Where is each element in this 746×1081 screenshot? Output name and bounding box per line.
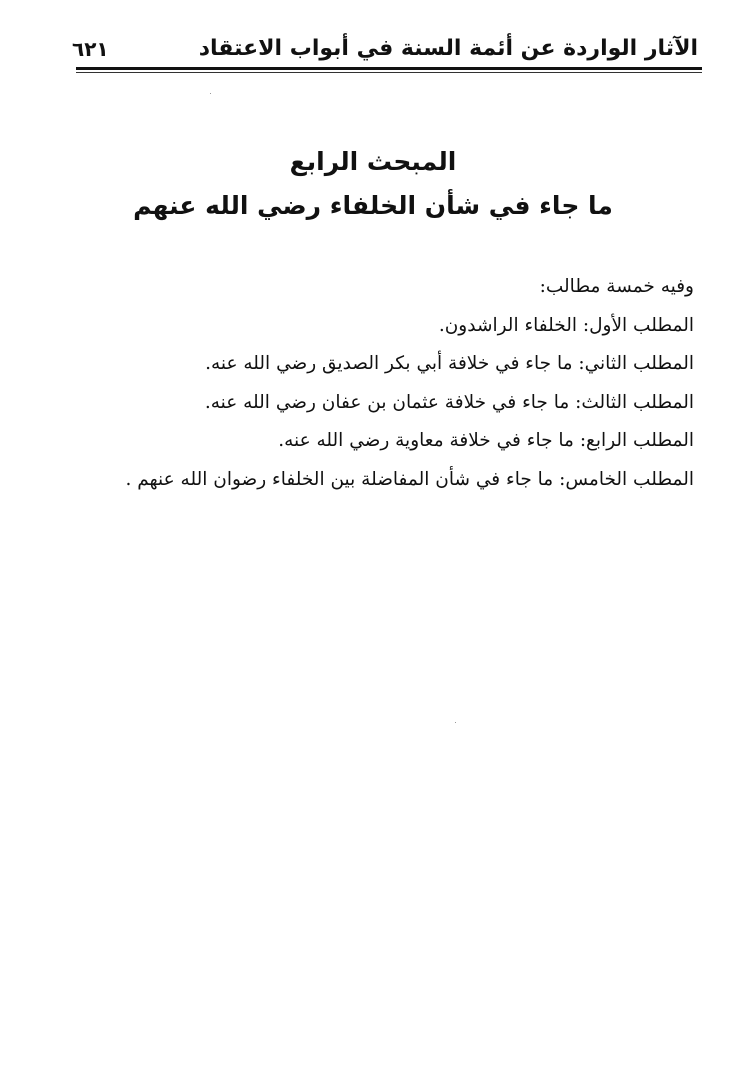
- list-item-second: المطلب الثاني: ما جاء في خلافة أبي بكر الصديق رضي الله عنه.: [205, 353, 694, 374]
- running-header: [72, 30, 698, 64]
- scan-speck: [210, 93, 211, 94]
- list-item-fifth: المطلب الخامس: ما جاء في شأن المفاضلة بين الخلفاء رضوان الله عنهم .: [125, 468, 694, 490]
- header-rule-thick: [76, 67, 702, 70]
- page-number: ٦٢١: [72, 37, 109, 61]
- running-title: الآثار الواردة عن أئمة السنة في أبواب الاعتقاد: [198, 36, 698, 61]
- list-item-fourth: المطلب الرابع: ما جاء في خلافة معاوية رضي الله عنه.: [278, 430, 694, 451]
- list-item-first: المطلب الأول: الخلفاء الراشدون.: [438, 314, 694, 336]
- section-number-heading: المبحث الرابع: [289, 147, 457, 176]
- list-item-third: المطلب الثالث: ما جاء في خلافة عثمان بن عفان رضي الله عنه.: [204, 391, 694, 413]
- section-heading: [60, 140, 686, 228]
- scan-speck: [455, 722, 456, 723]
- intro-line: وفيه خمسة مطالب:: [539, 276, 694, 297]
- section-title-heading: ما جاء في شأن الخلفاء رضي الله عنهم: [133, 191, 613, 220]
- body-text: [60, 268, 694, 499]
- header-rule-thin: [76, 72, 702, 73]
